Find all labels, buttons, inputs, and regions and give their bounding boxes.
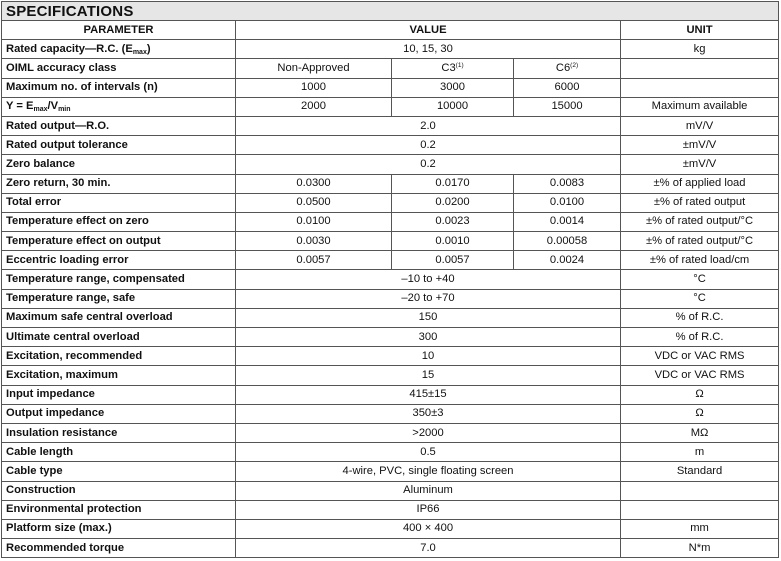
parameter-label: Rated output tolerance: [6, 138, 128, 151]
table-row: [2, 481, 779, 500]
unit-cell: [621, 59, 779, 78]
unit-cell: Standard: [621, 462, 779, 481]
parameter-cell: [2, 174, 236, 193]
value-text: 0.0300: [296, 177, 331, 190]
table-row: [2, 78, 779, 97]
value-cell: [392, 174, 514, 193]
table-row: [2, 174, 779, 193]
parameter-cell: [2, 347, 236, 366]
parameter-label: Zero return, 30 min.: [6, 177, 111, 190]
parameter-cell: [2, 539, 236, 558]
value-cell: [392, 193, 514, 212]
value-cell: [236, 212, 392, 231]
parameter-cell: [2, 443, 236, 462]
unit-cell: ±% of rated output/°C: [621, 212, 779, 231]
parameter-label: Rated capacity—R.C. (E: [6, 42, 133, 55]
value-text: Non-Approved: [277, 61, 350, 74]
unit-cell: VDC or VAC RMS: [621, 366, 779, 385]
parameter-label: Y = E: [6, 100, 34, 113]
parameter-label: Temperature range, safe: [6, 292, 136, 305]
table-row: [2, 385, 779, 404]
unit-cell: °C: [621, 270, 779, 289]
parameter-label: Construction: [6, 484, 76, 497]
unit-cell: kg: [621, 40, 779, 59]
value-text: 6000: [554, 81, 580, 94]
value-text: 1000: [301, 81, 326, 94]
table-row: [2, 116, 779, 135]
value-text: 15000: [551, 100, 583, 113]
value-text: 2000: [301, 100, 326, 113]
parameter-label: Environmental protection: [6, 503, 142, 516]
footnote-marker: (2): [570, 61, 579, 69]
unit-cell: m: [621, 443, 779, 462]
value-cell: 350±3: [236, 404, 621, 423]
parameter-cell: [2, 519, 236, 538]
value-cell: [514, 78, 621, 97]
parameter-cell: [2, 423, 236, 442]
table-row: [2, 328, 779, 347]
parameter-cell: [2, 385, 236, 404]
value-cell: [236, 232, 392, 251]
value-text: 0.0057: [296, 253, 331, 266]
value-cell: [392, 212, 514, 231]
unit-cell: N*m: [621, 539, 779, 558]
parameter-label: Rated output—R.O.: [6, 119, 110, 132]
parameter-cell: [2, 232, 236, 251]
parameter-cell: [2, 155, 236, 174]
parameter-label: Temperature effect on zero: [6, 215, 149, 228]
value-text: 0.0100: [549, 196, 585, 209]
value-cell: >2000: [236, 423, 621, 442]
parameter-label-tail: ): [146, 42, 151, 55]
value-cell: 0.2: [236, 155, 621, 174]
table-row: [2, 155, 779, 174]
value-cell: [514, 232, 621, 251]
table-row: [2, 40, 779, 59]
unit-cell: ±% of rated output/°C: [621, 232, 779, 251]
parameter-cell: [2, 462, 236, 481]
parameter-cell: [2, 366, 236, 385]
value-cell: 15: [236, 366, 621, 385]
value-text: C6: [555, 61, 571, 74]
footnote-marker: (1): [455, 61, 464, 69]
parameter-cell: [2, 481, 236, 500]
value-text: 10000: [436, 100, 469, 113]
title-row: [2, 2, 779, 21]
unit-cell: ±% of applied load: [621, 174, 779, 193]
value-cell: [236, 97, 392, 116]
value-text: 0.0200: [435, 196, 470, 209]
value-cell: [514, 251, 621, 270]
value-text: 0.0083: [549, 177, 585, 190]
parameter-label: Excitation, maximum: [6, 368, 118, 381]
unit-cell: ±% of rated output: [621, 193, 779, 212]
parameter-label: Zero balance: [6, 157, 76, 170]
value-cell: 7.0: [236, 539, 621, 558]
parameter-label: Cable length: [6, 445, 74, 458]
value-cell: [236, 251, 392, 270]
unit-cell: [621, 78, 779, 97]
table-row: [2, 270, 779, 289]
parameter-label: Maximum no. of intervals (n): [6, 81, 158, 94]
unit-cell: ±mV/V: [621, 155, 779, 174]
value-text: 3000: [440, 81, 465, 94]
parameter-cell: [2, 116, 236, 135]
table-body: [2, 40, 779, 558]
value-text: 0.0057: [435, 253, 470, 266]
specifications-table: [1, 1, 779, 558]
value-text: 0.0014: [549, 215, 585, 228]
value-cell: [514, 97, 621, 116]
parameter-label: Temperature range, compensated: [6, 273, 185, 286]
unit-cell: [621, 500, 779, 519]
table-row: [2, 366, 779, 385]
value-cell: [392, 232, 514, 251]
table-row: [2, 443, 779, 462]
unit-cell: % of R.C.: [621, 328, 779, 347]
value-cell: 0.5: [236, 443, 621, 462]
table-row: [2, 404, 779, 423]
value-cell: [514, 174, 621, 193]
table-row: [2, 251, 779, 270]
value-cell: 400 × 400: [236, 519, 621, 538]
value-text: 0.0023: [435, 215, 470, 228]
value-cell: Aluminum: [236, 481, 621, 500]
header-value: VALUE: [236, 21, 621, 40]
parameter-cell: [2, 289, 236, 308]
parameter-label: Recommended torque: [6, 541, 125, 554]
parameter-label: Eccentric loading error: [6, 253, 129, 266]
parameter-cell: [2, 193, 236, 212]
value-cell: [514, 193, 621, 212]
table-row: [2, 423, 779, 442]
value-cell: [392, 97, 514, 116]
unit-cell: Maximum available: [621, 97, 779, 116]
value-cell: [392, 78, 514, 97]
value-cell: IP66: [236, 500, 621, 519]
value-cell: –20 to +70: [236, 289, 621, 308]
unit-cell: [621, 481, 779, 500]
table-row: [2, 500, 779, 519]
specifications-sheet: [1, 1, 778, 558]
parameter-label: OIML accuracy class: [6, 61, 117, 74]
value-cell: [236, 174, 392, 193]
parameter-cell: [2, 328, 236, 347]
table-row: [2, 308, 779, 327]
parameter-label: Insulation resistance: [6, 426, 118, 439]
unit-cell: mm: [621, 519, 779, 538]
unit-cell: °C: [621, 289, 779, 308]
unit-cell: MΩ: [621, 423, 779, 442]
unit-cell: mV/V: [621, 116, 779, 135]
table-row: [2, 59, 779, 78]
header-parameter: PARAMETER: [2, 21, 236, 40]
value-cell: 300: [236, 328, 621, 347]
value-text: 0.0030: [296, 234, 331, 247]
value-cell: 415±15: [236, 385, 621, 404]
unit-cell: Ω: [621, 385, 779, 404]
table-row: [2, 539, 779, 558]
table-row: [2, 347, 779, 366]
parameter-cell: [2, 78, 236, 97]
parameter-label: Ultimate central overload: [6, 330, 140, 343]
value-cell: [514, 59, 621, 78]
value-cell: –10 to +40: [236, 270, 621, 289]
value-cell: [514, 212, 621, 231]
parameter-cell: [2, 40, 236, 59]
value-cell: 2.0: [236, 116, 621, 135]
parameter-cell: [2, 59, 236, 78]
parameter-label: Platform size (max.): [6, 522, 112, 535]
parameter-cell: [2, 404, 236, 423]
table-row: [2, 136, 779, 155]
value-cell: [236, 193, 392, 212]
value-text: 0.0100: [296, 215, 331, 228]
value-cell: 0.2: [236, 136, 621, 155]
value-cell: [236, 59, 392, 78]
value-cell: [392, 251, 514, 270]
table-row: [2, 462, 779, 481]
table-row: [2, 193, 779, 212]
parameter-label: Total error: [6, 196, 62, 209]
header-unit: UNIT: [621, 21, 779, 40]
parameter-cell: [2, 251, 236, 270]
value-cell: [236, 78, 392, 97]
table-row: [2, 97, 779, 116]
unit-cell: ±mV/V: [621, 136, 779, 155]
value-cell: 150: [236, 308, 621, 327]
parameter-cell: [2, 136, 236, 155]
unit-cell: VDC or VAC RMS: [621, 347, 779, 366]
value-text: C3: [441, 61, 456, 74]
parameter-subscript: max: [33, 106, 48, 114]
value-cell: [392, 59, 514, 78]
unit-cell: % of R.C.: [621, 308, 779, 327]
table-row: [2, 232, 779, 251]
parameter-cell: [2, 97, 236, 116]
parameter-label-mid: /V: [47, 100, 59, 113]
parameter-subscript: max: [132, 48, 147, 56]
table-row: [2, 519, 779, 538]
parameter-label: Output impedance: [6, 407, 105, 420]
value-cell: 4-wire, PVC, single floating screen: [236, 462, 621, 481]
unit-cell: ±% of rated load/cm: [621, 251, 779, 270]
parameter-label: Cable type: [6, 464, 63, 477]
parameter-cell: [2, 308, 236, 327]
value-text: 0.00058: [546, 234, 588, 247]
parameter-label: Excitation, recommended: [6, 349, 143, 362]
value-text: 0.0170: [435, 177, 470, 190]
value-cell: 10, 15, 30: [236, 40, 621, 59]
parameter-cell: [2, 500, 236, 519]
header-row: [2, 21, 779, 40]
parameter-label: Input impedance: [6, 388, 95, 401]
parameter-label: Maximum safe central overload: [6, 311, 173, 324]
value-text: 0.0500: [296, 196, 331, 209]
parameter-label: Temperature effect on output: [6, 234, 161, 247]
value-text: 0.0010: [435, 234, 470, 247]
table-title: SPECIFICATIONS: [2, 2, 779, 21]
value-text: 0.0024: [549, 253, 585, 266]
parameter-subscript: min: [58, 106, 71, 114]
value-cell: 10: [236, 347, 621, 366]
table-row: [2, 289, 779, 308]
unit-cell: Ω: [621, 404, 779, 423]
table-row: [2, 212, 779, 231]
parameter-cell: [2, 270, 236, 289]
parameter-cell: [2, 212, 236, 231]
